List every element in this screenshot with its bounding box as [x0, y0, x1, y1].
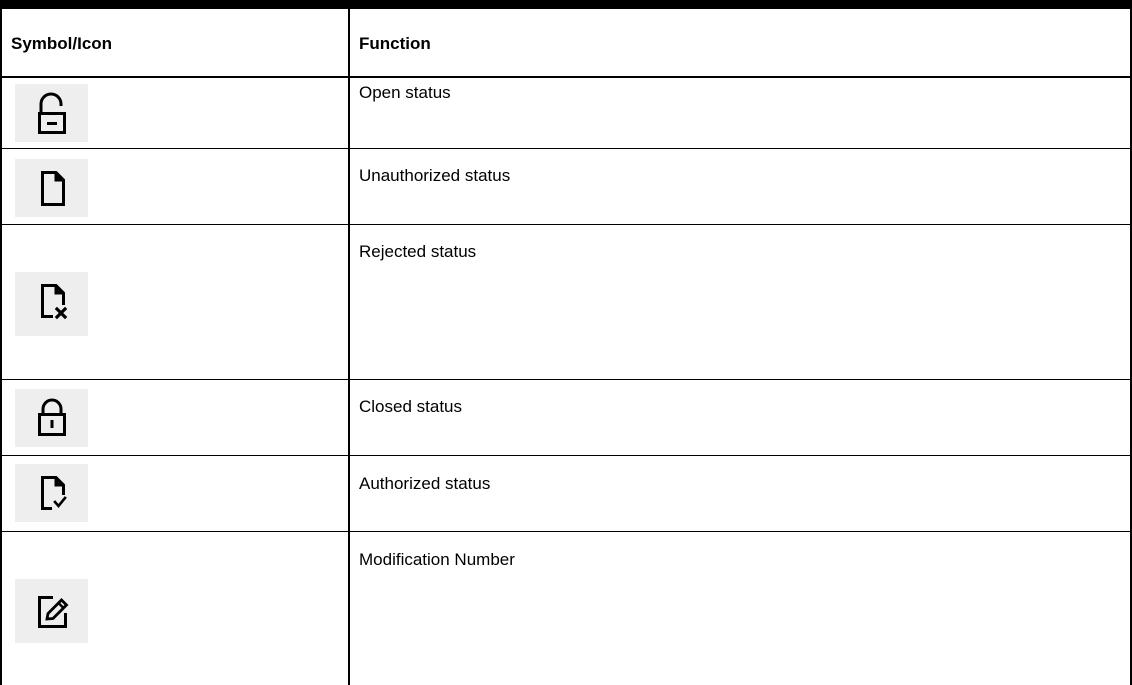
function-text: Rejected status — [359, 242, 477, 261]
function-text: Authorized status — [359, 474, 491, 493]
edit-icon — [15, 579, 88, 643]
row-divider — [0, 148, 1132, 149]
column-divider — [348, 0, 350, 685]
lock-icon — [15, 389, 88, 447]
unlock-icon — [15, 84, 88, 142]
function-text: Closed status — [359, 397, 462, 416]
column-header-symbol: Symbol/Icon — [11, 34, 113, 53]
table-top-border — [0, 0, 1132, 9]
document-rejected-icon — [15, 272, 88, 336]
column-header-function: Function — [359, 34, 431, 53]
table-left-border — [0, 0, 2, 685]
function-text: Open status — [359, 83, 451, 102]
row-divider — [0, 224, 1132, 225]
row-divider — [0, 531, 1132, 532]
function-text: Modification Number — [359, 550, 515, 569]
document-authorized-icon — [15, 464, 88, 522]
function-text: Unauthorized status — [359, 166, 511, 185]
row-divider — [0, 455, 1132, 456]
header-row-divider — [0, 76, 1132, 78]
row-divider — [0, 379, 1132, 380]
document-icon — [15, 159, 88, 217]
